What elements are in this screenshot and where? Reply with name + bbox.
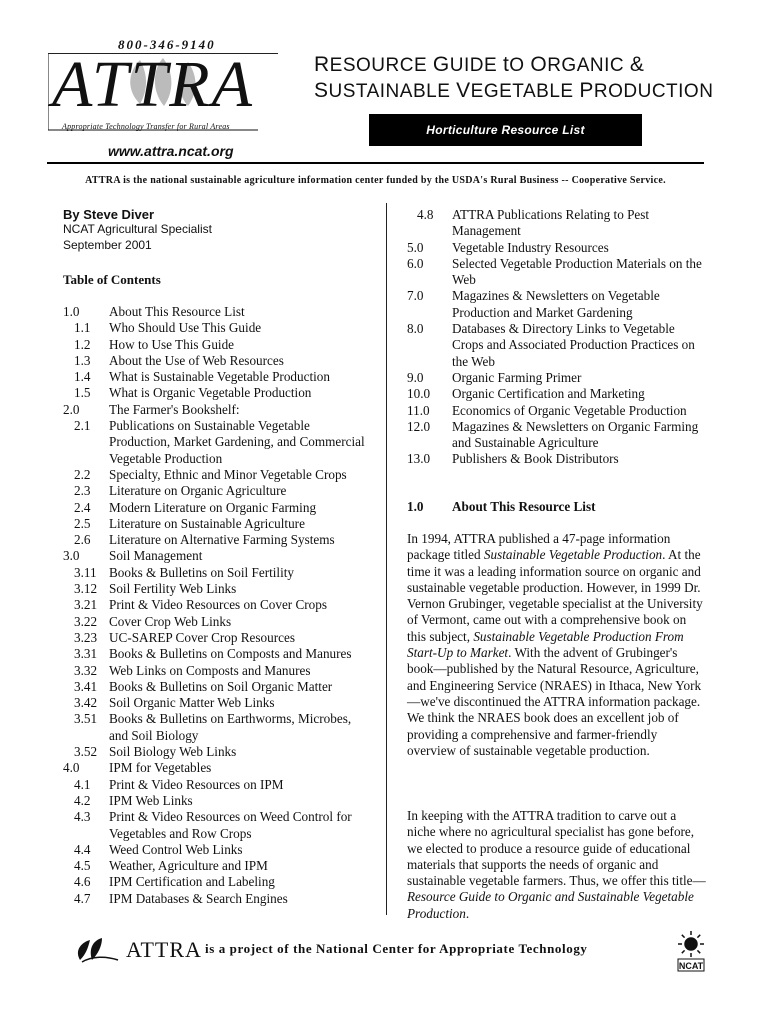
toc-entry-number: 1.3 — [74, 352, 91, 368]
toc-entry[interactable] — [407, 288, 707, 321]
toc-entry-text: IPM Certification and Labeling — [109, 874, 275, 890]
body-paragraph-1 — [407, 531, 707, 759]
toc-entry-number: 3.51 — [74, 711, 98, 727]
toc-entry-number: 3.12 — [74, 581, 98, 597]
toc-entry-number: 2.5 — [74, 515, 91, 531]
publication-date: September 2001 — [63, 238, 152, 252]
toc-entry-number: 7.0 — [407, 288, 424, 304]
toc-entry-number: 2.6 — [74, 532, 91, 548]
toc-entry-text: Cover Crop Web Links — [109, 613, 232, 629]
section-number: 1.0 — [407, 499, 424, 514]
toc-entry-text: IPM Databases & Search Engines — [109, 890, 288, 906]
p1-text-a: In 1994, ATTRA published a 47-page information package titled — [407, 531, 671, 563]
toc-entry-text: ATTRA Publications Relating to Pest Management — [452, 207, 650, 239]
toc-entry-text: The Farmer's Bookshelf: — [109, 401, 240, 417]
toc-entry[interactable] — [63, 630, 368, 646]
toc-entry-text: Publishers & Book Distributors — [452, 451, 619, 467]
toc-entry[interactable] — [63, 516, 368, 532]
toc-entry[interactable] — [407, 256, 707, 289]
toc-entry[interactable] — [63, 744, 368, 760]
toc-entry-number: 4.0 — [63, 760, 80, 776]
toc-entry[interactable] — [63, 483, 368, 499]
toc-entry-number: 4.1 — [74, 776, 91, 792]
toc-entry-text: Organic Certification and Marketing — [452, 386, 645, 402]
toc-entry[interactable] — [63, 777, 368, 793]
toc-entry[interactable] — [63, 565, 368, 581]
toc-entry[interactable] — [63, 467, 368, 483]
toc-entry[interactable] — [63, 695, 368, 711]
toc-entry-number: 11.0 — [407, 402, 430, 418]
toc-entry[interactable] — [63, 646, 368, 662]
toc-entry-number: 3.21 — [74, 597, 98, 613]
toc-entry-text: Who Should Use This Guide — [109, 320, 262, 336]
p2-title-italic: Resource Guide to Organic and Sustainable Vegetable Production — [407, 889, 694, 921]
toc-entry-text: Organic Farming Primer — [452, 369, 582, 385]
toc-entry-number: 3.52 — [74, 744, 98, 760]
toc-entry[interactable] — [63, 711, 368, 744]
toc-entry-text: Books & Bulletins on Soil Organic Matter — [109, 678, 333, 694]
ncat-label: NCAT — [678, 961, 704, 971]
toc-entry-text: Weed Control Web Links — [109, 841, 243, 857]
p1-text-c: . At the time it was a leading information source on organic and sustainable vegetable production. However, in 1999 Dr. Vernon Grubinger, vegetable specialist at the University of Vermont, came out with a comprehensive book on this subject, — [407, 547, 703, 644]
toc-entry[interactable] — [63, 679, 368, 695]
toc-entry-number: 4.2 — [74, 792, 91, 808]
toc-entry-text: Literature on Organic Agriculture — [109, 483, 287, 499]
body-paragraph-2 — [407, 808, 707, 922]
toc-entry-text: Magazines & Newsletters on Vegetable Production and Market Gardening — [452, 288, 660, 320]
toc-entry-text: Magazines & Newsletters on Organic Farming and Sustainable Agriculture — [452, 418, 699, 451]
toc-entry-number: 4.5 — [74, 858, 91, 874]
toc-entry[interactable] — [407, 321, 707, 370]
toc-entry[interactable] — [63, 663, 368, 679]
toc-entry-number: 4.7 — [74, 890, 91, 906]
toc-entry[interactable] — [407, 419, 707, 452]
page-title-line1: RESOURCE GUIDE tO ORGANIC & — [314, 53, 645, 76]
toc-entry-text: Literature on Sustainable Agriculture — [109, 515, 305, 531]
toc-entry-text: Print & Video Resources on IPM — [109, 776, 284, 792]
website-url[interactable]: www.attra.ncat.org — [108, 143, 234, 159]
toc-entry-number: 2.2 — [74, 466, 91, 482]
p2-text-a: In keeping with the ATTRA tradition to carve out a niche where no agricultural specialist has gone before, we elected to produce a resource guide of educational materials that supports the needs of organic and sustainable vegetable farmers. Thus, we offer this title— — [407, 808, 706, 889]
footer-project-statement: is a project of the National Center for Appropriate Technology — [205, 941, 588, 956]
toc-entry[interactable] — [63, 353, 368, 369]
toc-entry-text: Publications on Sustainable Vegetable Production, Market Gardening, and Commercial Vegetable Production — [109, 418, 365, 466]
toc-entry[interactable] — [63, 891, 368, 907]
toc-list-left — [63, 304, 368, 907]
section-heading — [407, 499, 596, 515]
toc-entry[interactable] — [407, 451, 707, 467]
toc-entry-text: UC-SAREP Cover Crop Resources — [109, 629, 295, 645]
toc-entry[interactable] — [63, 858, 368, 874]
banner-label: Horticulture Resource List — [426, 123, 585, 137]
toc-entry-text: What is Organic Vegetable Production — [109, 385, 312, 401]
toc-entry-text: Weather, Agriculture and IPM — [109, 858, 268, 874]
toc-entry-number: 1.4 — [74, 369, 91, 385]
toc-list-right — [407, 207, 707, 468]
toc-entry-text: IPM for Vegetables — [109, 760, 212, 776]
toc-entry-number: 3.32 — [74, 662, 98, 678]
toc-entry-number: 4.3 — [74, 809, 91, 825]
toc-entry-text: Soil Management — [109, 548, 203, 564]
toc-entry[interactable] — [63, 614, 368, 630]
sun-icon — [678, 931, 704, 957]
toc-entry-text: Books & Bulletins on Soil Fertility — [109, 564, 295, 580]
logo-tagline: Appropriate Technology Transfer for Rural Areas — [62, 122, 230, 131]
toc-entry[interactable] — [63, 385, 368, 401]
toc-entry[interactable] — [407, 386, 707, 402]
toc-entry-text: What is Sustainable Vegetable Production — [109, 369, 330, 385]
toc-entry-number: 1.1 — [74, 320, 91, 336]
toc-entry-number: 13.0 — [407, 451, 431, 467]
toc-entry-text: Web Links on Composts and Manures — [109, 662, 311, 678]
toc-entry-number: 3.22 — [74, 613, 98, 629]
toc-entry-text: About the Use of Web Resources — [109, 352, 284, 368]
toc-entry-text: Books & Bulletins on Composts and Manures — [109, 646, 352, 662]
toc-entry[interactable] — [63, 842, 368, 858]
toc-entry[interactable] — [63, 874, 368, 890]
toc-entry-text: Modern Literature on Organic Farming — [109, 499, 317, 515]
toc-entry-number: 9.0 — [407, 369, 424, 385]
page-title-line2: SUSTAINABLE VEGETABLE PRODUCTION — [314, 79, 714, 102]
toc-entry-text: Selected Vegetable Production Materials on the Web — [452, 255, 702, 288]
toc-entry-number: 2.4 — [74, 499, 91, 515]
toc-entry-number: 4.4 — [74, 841, 91, 857]
toc-entry-number: 3.31 — [74, 646, 98, 662]
toc-entry-number: 5.0 — [407, 239, 424, 255]
toc-entry[interactable] — [63, 581, 368, 597]
author-name: By Steve Diver — [63, 207, 155, 222]
p2-text-c: . — [465, 905, 470, 921]
ncat-logo — [677, 930, 705, 972]
toc-entry-number: 2.0 — [63, 401, 80, 417]
toc-entry-number: 2.1 — [74, 418, 91, 434]
attra-logo-text: ATTRA — [52, 48, 254, 121]
section-title: About This Resource List — [452, 499, 596, 514]
toc-entry-number: 3.0 — [63, 548, 80, 564]
toc-entry-text: Books & Bulletins on Earthworms, Microbes, and Soil Biology — [109, 711, 352, 743]
toc-entry[interactable] — [407, 207, 707, 240]
toc-entry-number: 12.0 — [407, 418, 431, 434]
toc-entry-text: Specialty, Ethnic and Minor Vegetable Crops — [109, 466, 347, 482]
toc-entry-text: Databases & Directory Links to Vegetable Crops and Associated Production Practices on the Web — [452, 321, 695, 369]
toc-entry[interactable] — [63, 809, 368, 842]
column-divider — [386, 203, 387, 915]
toc-entry-number: 2.3 — [74, 483, 91, 499]
toc-entry[interactable] — [63, 760, 368, 776]
toc-entry-text: IPM Web Links — [109, 792, 193, 808]
toc-entry[interactable] — [63, 369, 368, 385]
toc-entry-number: 3.23 — [74, 629, 98, 645]
toc-entry-number: 4.6 — [74, 874, 91, 890]
toc-entry-number: 10.0 — [407, 386, 431, 402]
toc-entry[interactable] — [407, 403, 707, 419]
toc-entry-number: 1.2 — [74, 336, 91, 352]
toc-entry[interactable] — [63, 793, 368, 809]
toc-entry[interactable] — [63, 500, 368, 516]
p1-book-title-italic: Sustainable Vegetable Production From Start-Up to Market — [407, 628, 684, 661]
toc-entry-number: 1.5 — [74, 385, 91, 401]
toc-entry-text: Soil Organic Matter Web Links — [109, 695, 275, 711]
toc-entry-text: Economics of Organic Vegetable Production — [452, 402, 687, 418]
toc-entry[interactable] — [407, 240, 707, 256]
toc-entry[interactable] — [63, 532, 368, 548]
footer-attra-logo: ATTRA — [126, 937, 202, 962]
toc-heading: Table of Contents — [63, 272, 161, 287]
toc-entry-number: 6.0 — [407, 255, 424, 271]
toc-entry[interactable] — [63, 548, 368, 564]
toc-entry-text: How to Use This Guide — [109, 336, 235, 352]
toc-entry-text: Soil Fertility Web Links — [109, 581, 237, 597]
author-affiliation: NCAT Agricultural Specialist — [63, 222, 212, 236]
toc-entry[interactable] — [63, 402, 368, 418]
p1-text-e: . With the advent of Grubinger's book—published by the Natural Resource, Agriculture, and Engineering Service (NRAES) in Ithaca, New York—we've discontinued the ATTRA information package. We think the NRAES book does an excellent job of providing a comprehensive and farmer-friendly overview of sustainable vegetable production. — [407, 645, 702, 758]
funding-statement: ATTRA is the national sustainable agriculture information center funded by the USDA's Rural Business -- Cooperative Service. — [85, 175, 666, 186]
toc-entry-text: Print & Video Resources on Weed Control for Vegetables and Row Crops — [109, 809, 352, 841]
toc-entry[interactable] — [63, 304, 368, 320]
resource-list-banner — [369, 114, 642, 146]
toc-entry[interactable] — [63, 337, 368, 353]
toc-entry-number: 3.41 — [74, 678, 98, 694]
toc-entry-text: Vegetable Industry Resources — [452, 239, 609, 255]
toc-entry-number: 3.11 — [74, 564, 97, 580]
toc-entry-text: Literature on Alternative Farming Systems — [109, 532, 335, 548]
footer-leaf-icon — [72, 936, 124, 964]
toc-entry-number: 3.42 — [74, 695, 98, 711]
toc-entry-number: 1.0 — [63, 304, 80, 319]
toc-entry-number: 4.8 — [417, 207, 434, 222]
toc-entry-number: 8.0 — [407, 321, 424, 337]
toc-entry[interactable] — [63, 597, 368, 613]
toc-entry-text: Soil Biology Web Links — [109, 744, 237, 760]
header-divider — [47, 162, 704, 164]
p1-title-italic: Sustainable Vegetable Production — [483, 547, 663, 563]
toc-entry[interactable] — [63, 320, 368, 336]
toc-entry-text: About This Resource List — [109, 304, 245, 319]
phone-number: 800-346-9140 — [118, 37, 216, 52]
toc-entry-text: Print & Video Resources on Cover Crops — [109, 597, 328, 613]
toc-entry[interactable] — [63, 418, 368, 467]
toc-entry[interactable] — [407, 370, 707, 386]
